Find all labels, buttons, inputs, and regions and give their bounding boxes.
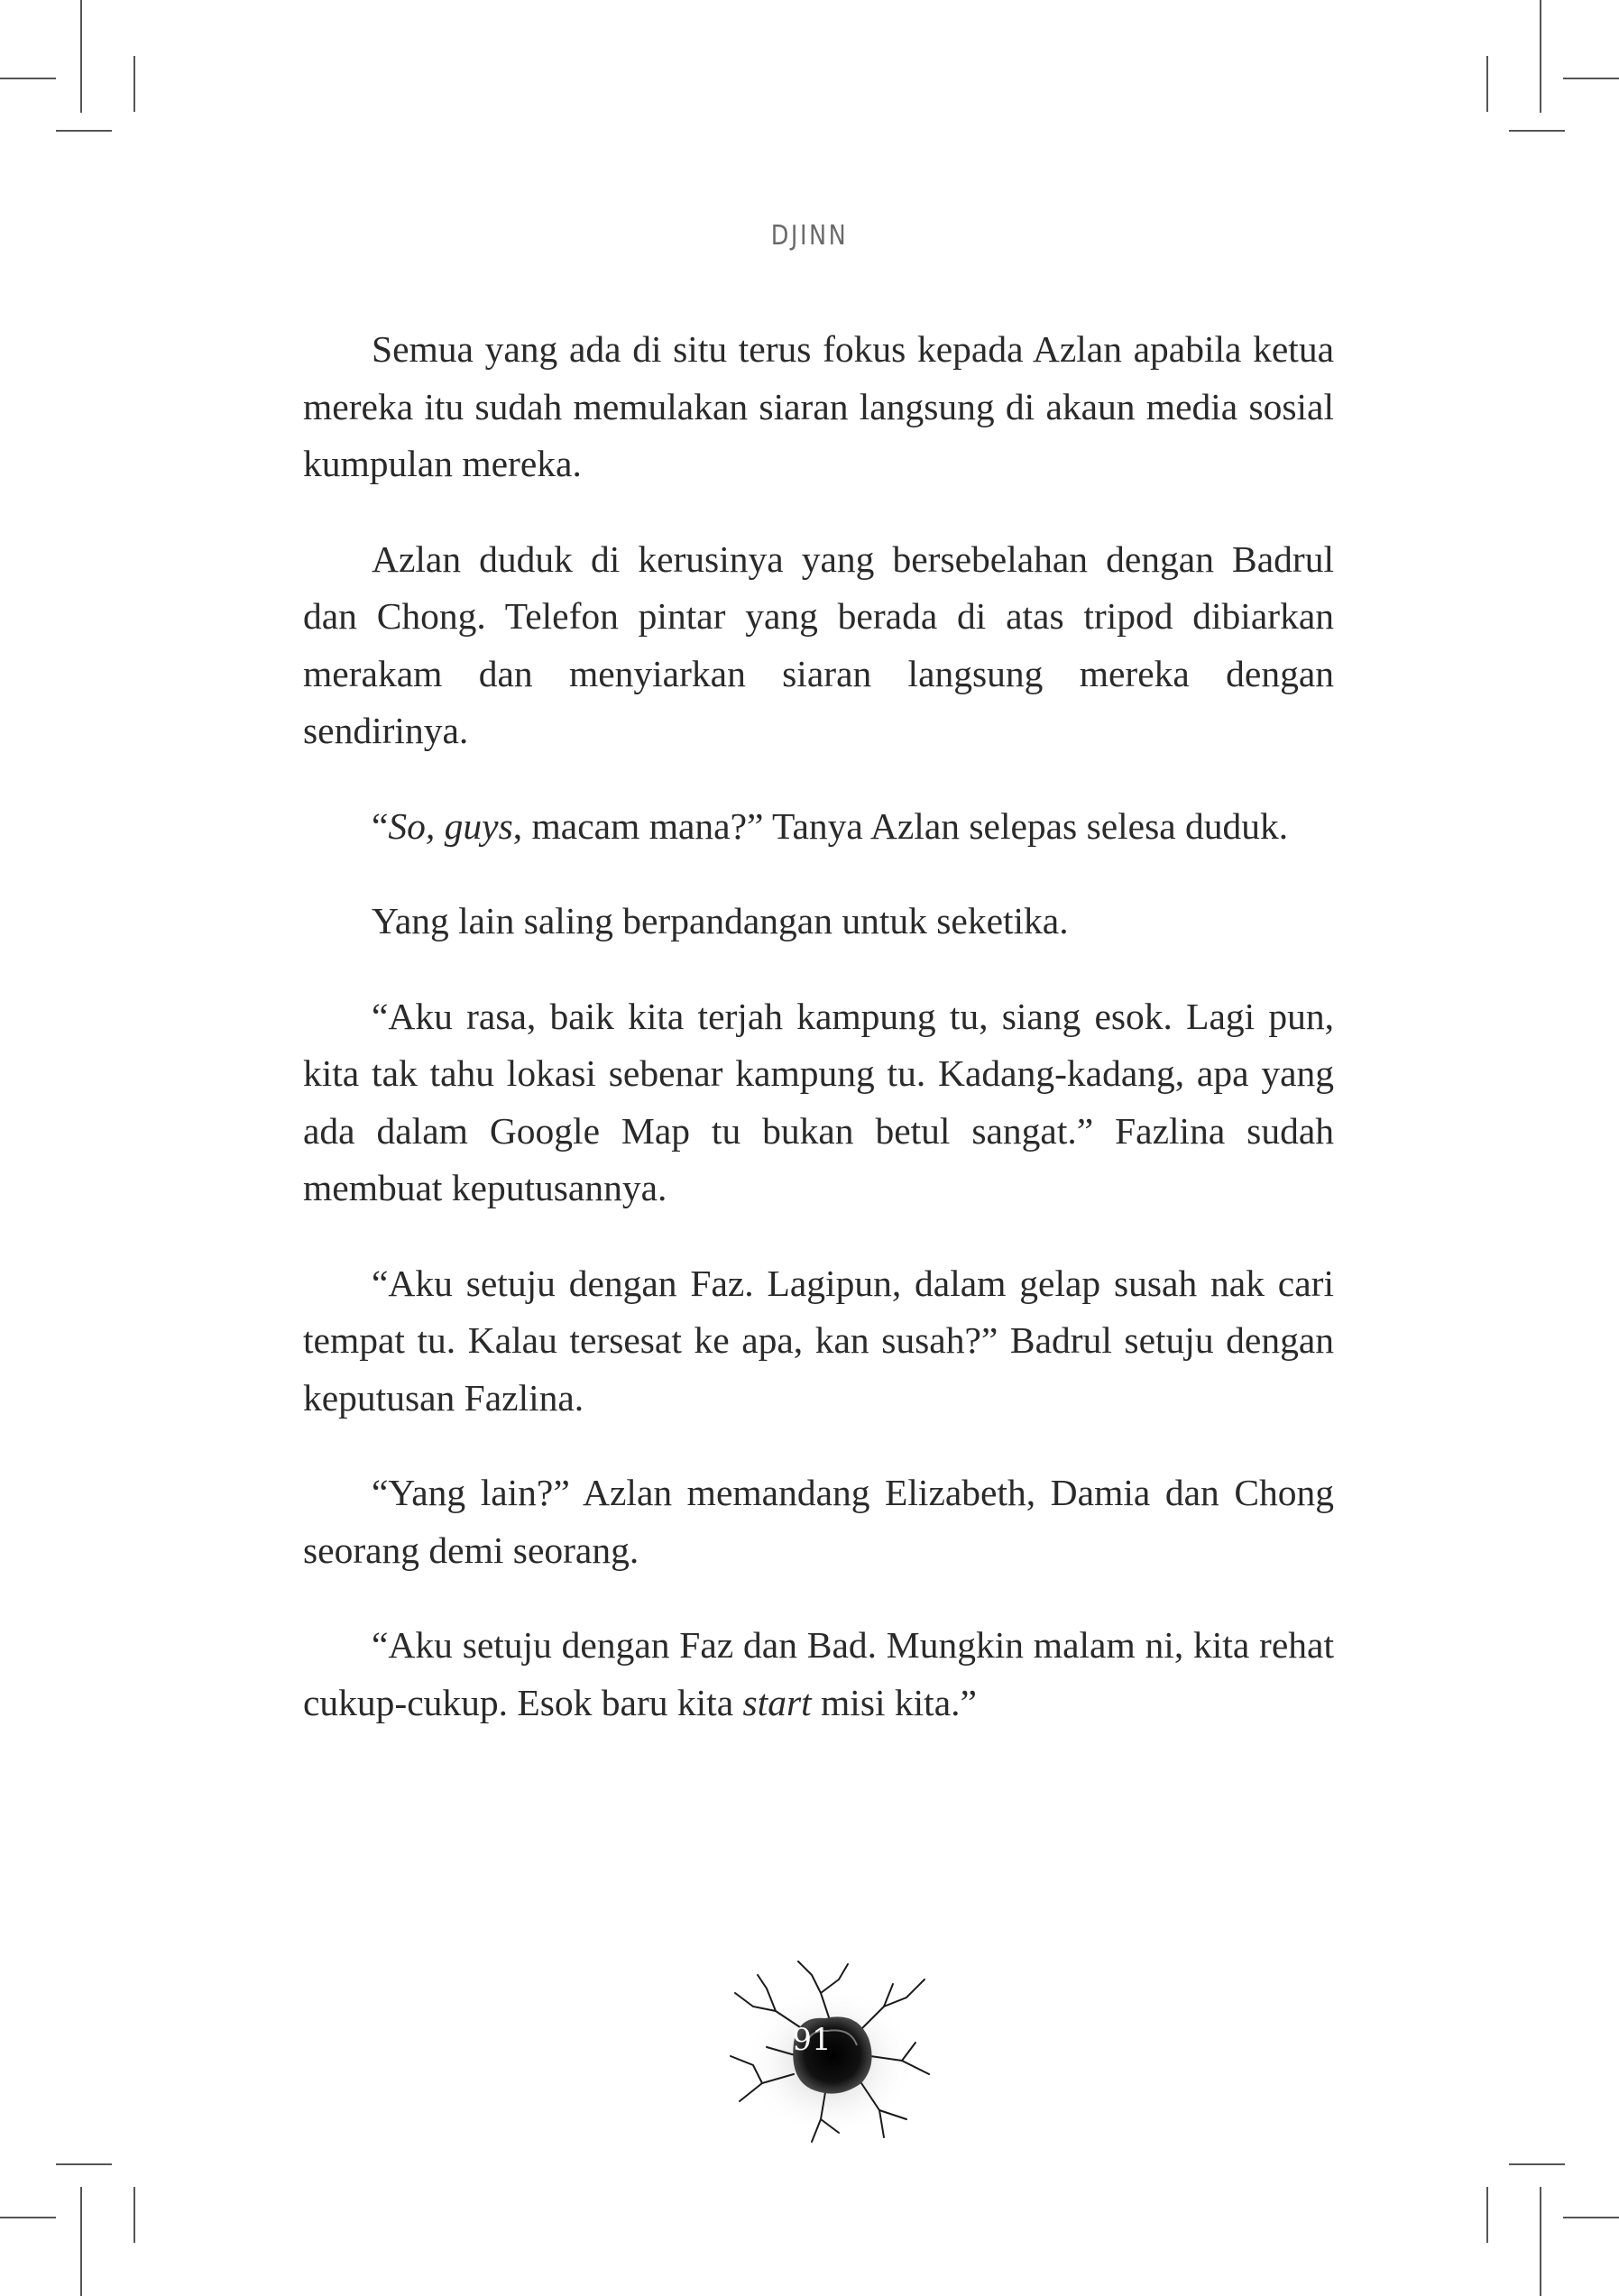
paragraph: “Aku rasa, baik kita terjah kampung tu, siang esok. Lagi pun, kita tak tahu lokasi sebenar kampung tu. Kadang-kadang, apa yang ada dalam Google Map tu bukan betul sangat.” Fazlina sudah membuat keputusannya.: [303, 995, 1334, 1208]
crop-mark: [80, 2187, 82, 2296]
paragraph: Yang lain saling berpandangan untuk seketika.: [372, 900, 1069, 941]
paragraph: Azlan duduk di kerusinya yang bersebelahan dengan Badrul dan Chong. Telefon pintar yang berada di atas tripod dibiarkan merakam dan menyiarkan siaran langsung mereka dengan sendirinya.: [303, 537, 1334, 751]
crop-mark: [80, 0, 82, 113]
crop-mark: [1486, 56, 1488, 112]
italic-text: start: [742, 1681, 812, 1723]
crop-mark: [56, 130, 112, 132]
crop-mark: [1486, 2187, 1488, 2243]
crop-mark: [1540, 0, 1541, 113]
crop-mark: [133, 2187, 135, 2243]
crop-mark: [0, 78, 56, 79]
crop-mark: [133, 56, 135, 112]
crop-mark: [1509, 2163, 1565, 2165]
crop-mark: [1540, 2187, 1541, 2296]
text-span: misi kita.”: [811, 1681, 977, 1723]
crop-mark: [56, 2163, 112, 2165]
paragraph: “Aku setuju dengan Faz. Lagipun, dalam gelap susah nak cari tempat tu. Kalau tersesat ke apa, kan susah?” Badrul setuju dengan keputusan Fazlina.: [303, 1262, 1334, 1419]
crop-mark: [1563, 2217, 1619, 2218]
text-span: , macam mana?” Tanya Azlan selepas selesa duduk.: [512, 804, 1289, 847]
text-span: “: [372, 804, 389, 847]
paragraph: Semua yang ada di situ terus fokus kepada Azlan apabila ketua mereka itu sudah memulakan siaran langsung di akaun media sosial kumpulan mereka.: [303, 328, 1334, 484]
page-number: 91: [792, 2022, 832, 2058]
body-text: [303, 321, 1334, 1731]
crop-mark: [1563, 78, 1619, 79]
crop-mark: [0, 2217, 56, 2218]
running-header: DJINN: [770, 220, 849, 252]
crop-mark: [1509, 130, 1565, 132]
paragraph: [303, 1617, 1334, 1731]
paragraph: “Yang lain?” Azlan memandang Elizabeth, Damia dan Chong seorang demi seorang.: [303, 1472, 1334, 1571]
paragraph: [303, 798, 1334, 856]
text-span: “Aku setuju dengan Faz dan Bad. Mungkin malam ni, kita rehat cukup-cukup. Esok baru kita: [303, 1624, 1334, 1723]
italic-text: So, guys: [388, 804, 513, 847]
